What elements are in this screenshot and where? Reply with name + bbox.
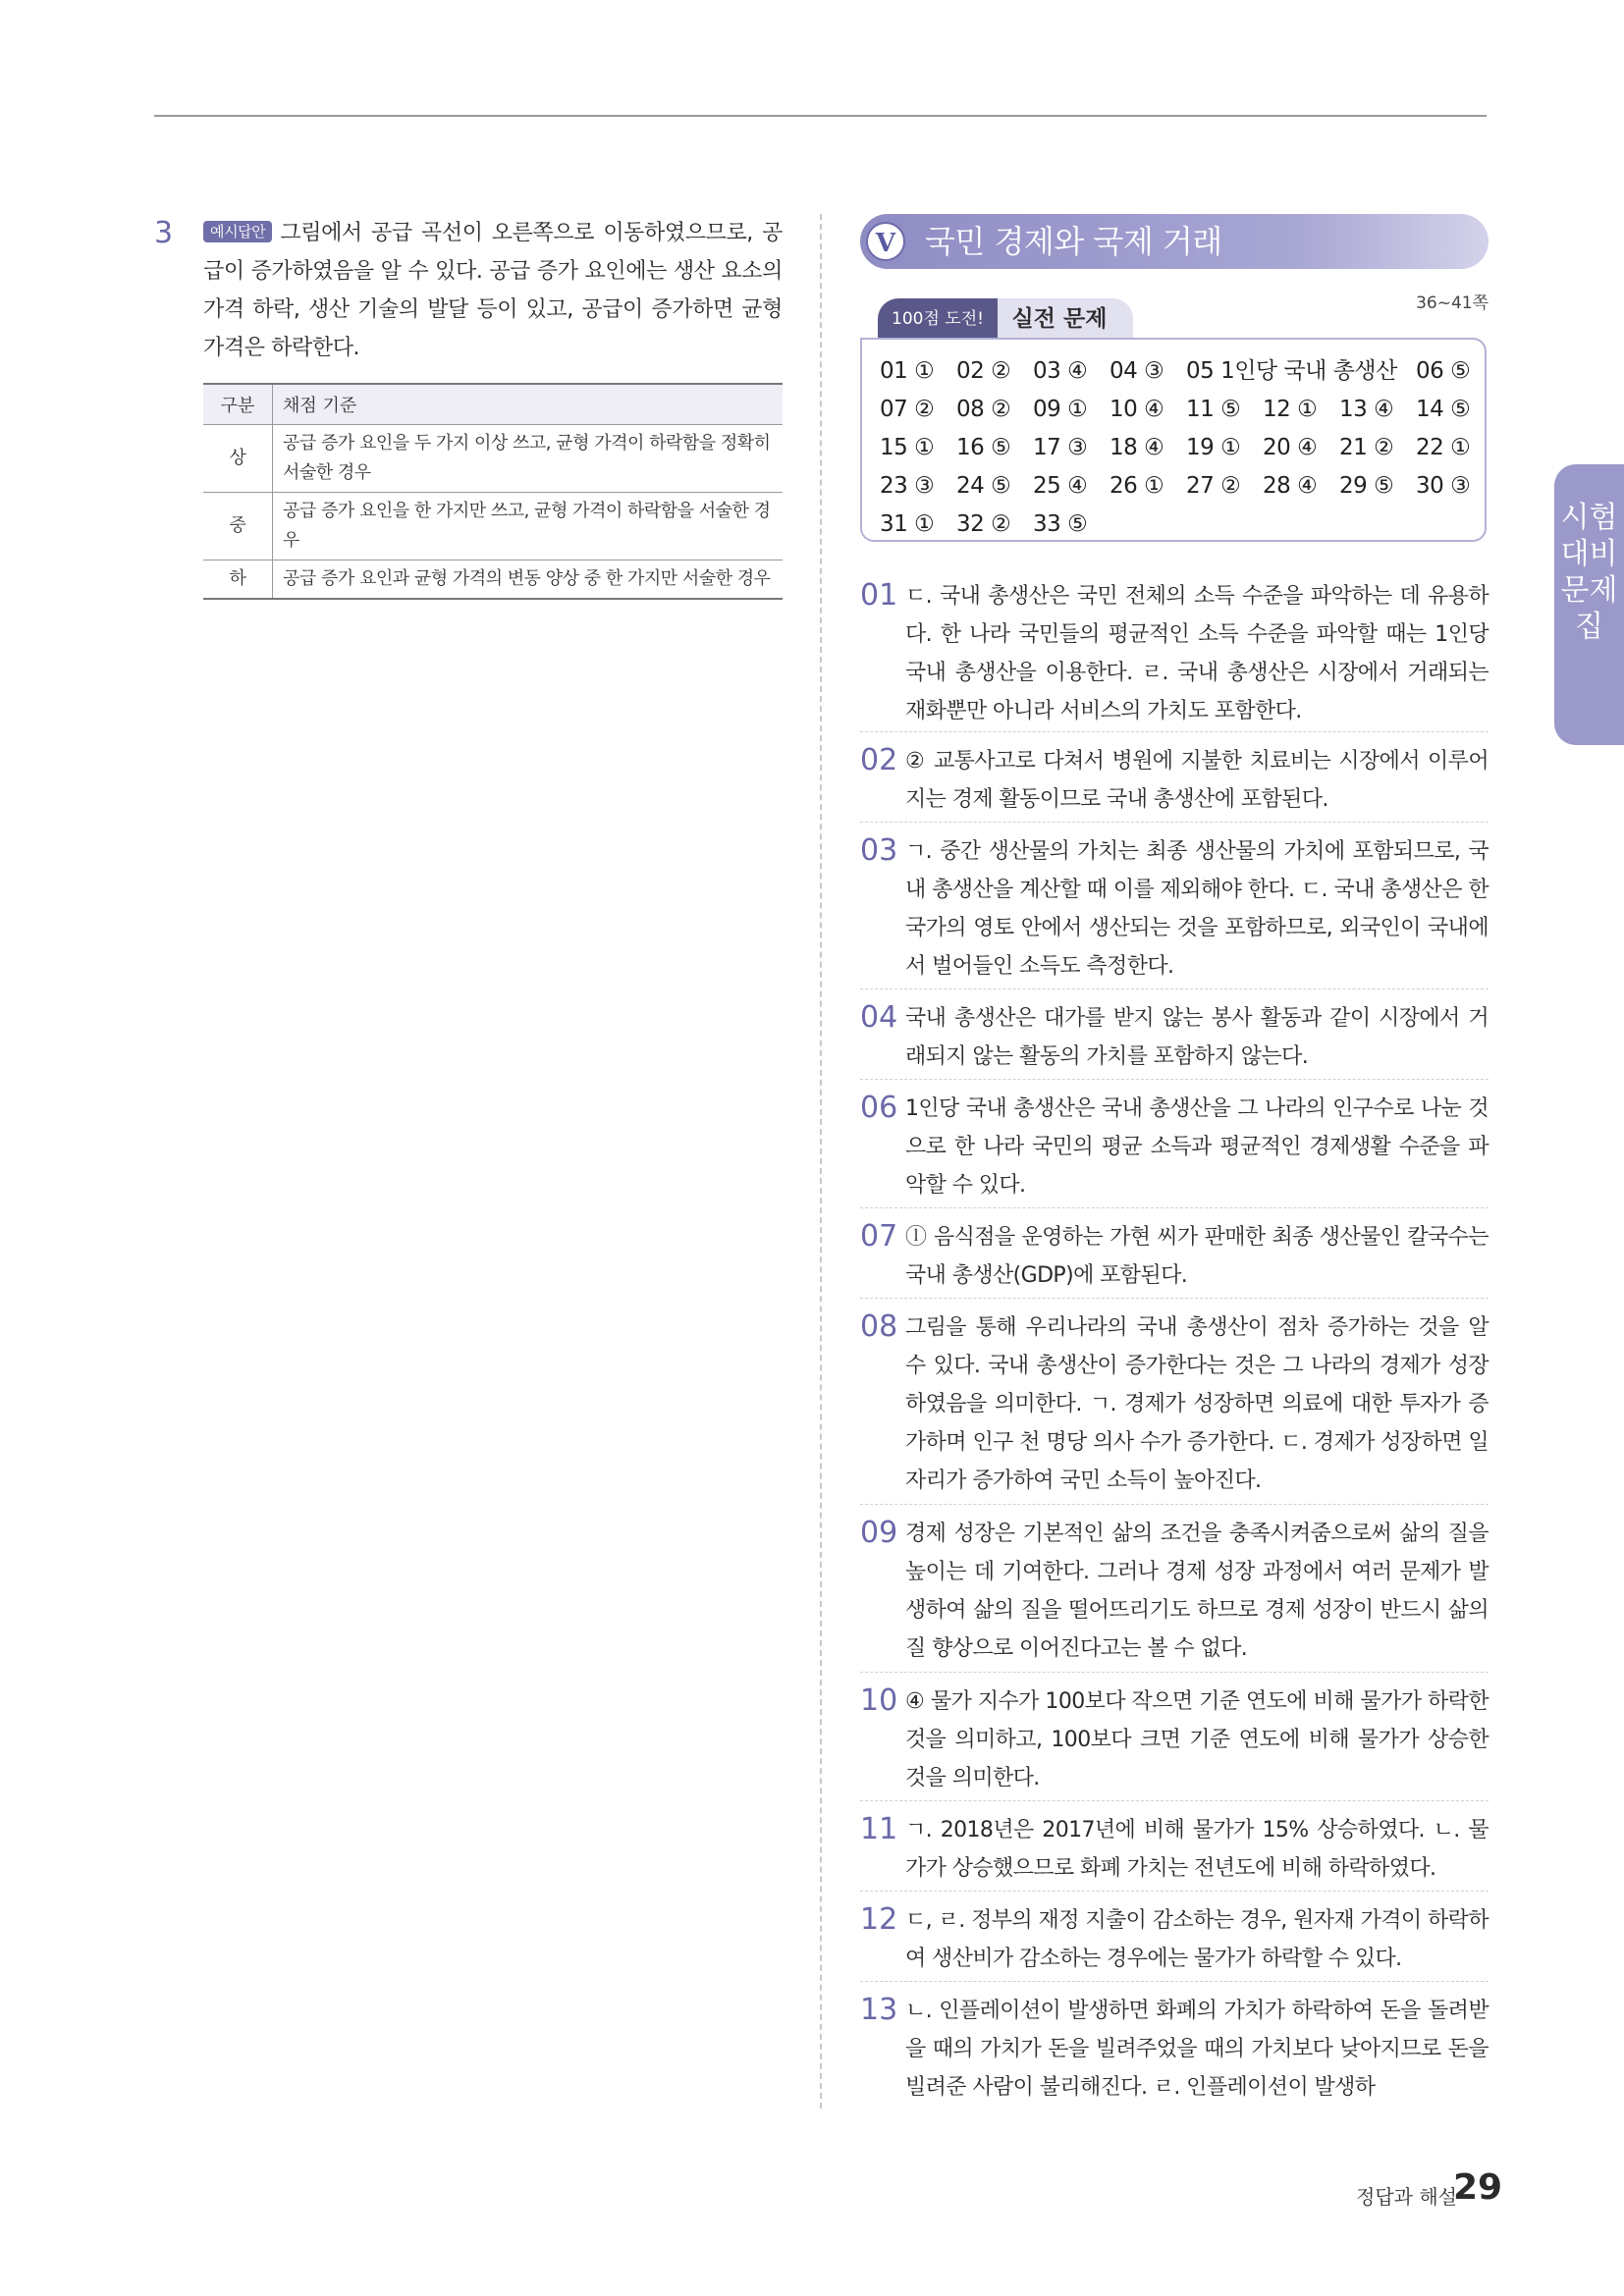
explanation-item <box>860 1682 1489 1797</box>
answer-entry: 11 ⑤ <box>1186 397 1241 422</box>
item-text: ⓛ 음식점을 운영하는 가현 씨가 판매한 최종 생산물인 칼국수는 국내 총생산(GDP)에 포함된다. <box>905 1225 1489 1288</box>
explanation-item <box>860 1811 1489 1888</box>
unit-numeral: V <box>866 222 905 261</box>
grading-header-criteria: 채점 기준 <box>273 384 784 425</box>
item-number: 13 <box>860 1993 898 2027</box>
answer-entry: 02 ② <box>956 358 1011 384</box>
grading-criteria: 공급 증가 요인과 균형 가격의 변동 양상 중 한 가지만 서술한 경우 <box>273 561 784 600</box>
answer-entry: 15 ① <box>880 435 935 460</box>
answer-entry: 19 ① <box>1186 435 1241 460</box>
explanation-item <box>860 999 1489 1076</box>
side-section-label: 시험대비문제집 <box>1560 501 1618 644</box>
item-text: ④ 물가 지수가 100보다 작으면 기준 연도에 비해 물가가 하락한 것을 의미하고, 100보다 크면 기준 연도에 비해 물가가 상승한 것을 의미한다. <box>905 1689 1489 1790</box>
explanation-item <box>860 1308 1489 1500</box>
answer-entry: 10 ④ <box>1110 397 1164 422</box>
left-column <box>154 214 783 589</box>
answer-entry: 24 ⑤ <box>956 473 1011 499</box>
explanation-item <box>860 1992 1489 2107</box>
side-section-tab <box>1554 464 1624 745</box>
answer-entry: 25 ④ <box>1033 473 1088 499</box>
answer-entry: 09 ① <box>1033 397 1088 422</box>
item-separator <box>860 1079 1489 1080</box>
item-separator <box>860 988 1489 989</box>
item-number: 06 <box>860 1091 898 1125</box>
answer-entry: 21 ② <box>1339 435 1394 460</box>
answer-entry: 29 ⑤ <box>1339 473 1394 499</box>
answer-entry: 08 ② <box>956 397 1011 422</box>
page-range: 36~41쪽 <box>1416 294 1489 313</box>
answer-entry: 22 ① <box>1416 435 1471 460</box>
item-separator <box>860 1891 1489 1892</box>
tab-practice: 실전 문제 <box>986 298 1133 340</box>
item-text: ㄱ. 2018년은 2017년에 비해 물가가 15% 상승하였다. ㄴ. 물가가 상승했으므로 화폐 가치는 전년도에 비해 하락하였다. <box>905 1818 1489 1881</box>
grading-level: 하 <box>203 561 273 600</box>
tab-challenge: 100점 도전! <box>878 298 998 340</box>
answer-row <box>880 353 1479 389</box>
item-separator <box>860 1800 1489 1801</box>
item-number: 08 <box>860 1309 898 1344</box>
item-number: 12 <box>860 1902 898 1937</box>
answer-row <box>880 392 1479 427</box>
model-answer-badge: 예시답안 <box>203 221 272 242</box>
answer-entry: 27 ② <box>1186 473 1241 499</box>
answer-key-box <box>860 338 1487 542</box>
item-text: 경제 성장은 기본적인 삶의 조건을 충족시켜줌으로써 삶의 질을 높이는 데 기여한다. 그러나 경제 성장 과정에서 여러 문제가 발생하여 삶의 질을 떨어뜨리기도 하므로 경제 성장이 반드시 삶의 질 향상으로 이어진다고는 볼 수 없다. <box>905 1522 1489 1661</box>
grading-header-row <box>203 384 783 425</box>
unit-title: 국민 경제와 국제 거래 <box>925 223 1222 260</box>
page-number: 29 <box>1453 2167 1503 2208</box>
answer-row <box>880 430 1479 465</box>
item-separator <box>860 822 1489 823</box>
unit-banner <box>860 214 1489 269</box>
item-text: ㄷ. 국내 총생산은 국민 전체의 소득 수준을 파악하는 데 유용하다. 한 나라 국민들의 평균적인 소득 수준을 파악할 때는 1인당 국내 총생산을 이용한다. ㄹ. 국내 총생산은 시장에서 거래되는 재화뿐만 아니라 서비스의 가치도 포함한다. <box>905 584 1489 723</box>
answer-entry: 16 ⑤ <box>956 435 1011 460</box>
item-number: 04 <box>860 1000 898 1035</box>
grading-level: 상 <box>203 425 273 493</box>
grading-row <box>203 425 783 493</box>
column-divider <box>820 214 822 2109</box>
explanation-item <box>860 742 1489 819</box>
model-answer-text: 그림에서 공급 곡선이 오른쪽으로 이동하였으므로, 공급이 증가하였음을 알 수 있다. 공급 증가 요인에는 생산 요소의 가격 하락, 생산 기술의 발달 등이 있고, 공급이 증가하면 균형 가격은 하락한다. <box>203 221 783 360</box>
item-text: 국내 총생산은 대가를 받지 않는 봉사 활동과 같이 시장에서 거래되지 않는 활동의 가치를 포함하지 않는다. <box>905 1006 1489 1069</box>
footer-label: 정답과 해설 <box>1356 2185 1457 2209</box>
explanation-item <box>860 1218 1489 1295</box>
item-separator <box>860 1504 1489 1505</box>
question-number: 3 <box>154 216 174 250</box>
grading-table <box>203 383 783 600</box>
answer-entry: 32 ② <box>956 511 1011 537</box>
item-number: 03 <box>860 833 898 868</box>
item-number: 02 <box>860 743 898 777</box>
item-text: 1인당 국내 총생산은 국내 총생산을 그 나라의 인구수로 나눈 것으로 한 나라 국민의 평균 소득과 평균적인 경제생활 수준을 파악할 수 있다. <box>905 1096 1489 1198</box>
answer-entry: 33 ⑤ <box>1033 511 1088 537</box>
explanation-item <box>860 1515 1489 1668</box>
explanation-item <box>860 832 1489 986</box>
grading-row <box>203 561 783 600</box>
answer-entry: 31 ① <box>880 511 935 537</box>
answer-entry: 04 ③ <box>1110 358 1164 384</box>
answer-row <box>880 507 1479 542</box>
answer-entry: 07 ② <box>880 397 935 422</box>
item-separator <box>860 1672 1489 1673</box>
grading-criteria: 공급 증가 요인을 두 가지 이상 쓰고, 균형 가격이 하락함을 정확히 서술한 경우 <box>273 425 784 493</box>
top-rule <box>154 115 1487 117</box>
answer-entry: 12 ① <box>1263 397 1318 422</box>
item-separator <box>860 1207 1489 1208</box>
model-answer <box>203 214 783 367</box>
explanation-item <box>860 1901 1489 1978</box>
item-text: ㄴ. 인플레이션이 발생하면 화폐의 가치가 하락하여 돈을 돌려받을 때의 가치가 돈을 빌려주었을 때의 가치보다 낮아지므로 돈을 빌려준 사람이 불리해진다. ㄹ. 인플레이션이 발생하 <box>905 1999 1489 2100</box>
item-number: 01 <box>860 578 898 613</box>
item-text: ㄱ. 중간 생산물의 가치는 최종 생산물의 가치에 포함되므로, 국내 총생산을 계산할 때 이를 제외해야 한다. ㄷ. 국내 총생산은 한 국가의 영토 안에서 생산되는 것을 포함하므로, 외국인이 국내에서 벌어들인 소득도 측정한다. <box>905 839 1489 979</box>
answer-entry: 03 ④ <box>1033 358 1088 384</box>
item-number: 10 <box>860 1683 898 1718</box>
grading-header-level: 구분 <box>203 384 273 425</box>
answer-entry: 23 ③ <box>880 473 935 499</box>
answer-row <box>880 468 1479 504</box>
item-number: 09 <box>860 1516 898 1550</box>
item-text: ② 교통사고로 다쳐서 병원에 지불한 치료비는 시장에서 이루어지는 경제 활동이므로 국내 총생산에 포함된다. <box>905 749 1489 812</box>
item-separator <box>860 1981 1489 1982</box>
item-text: 그림을 통해 우리나라의 국내 총생산이 점차 증가하는 것을 알 수 있다. 국내 총생산이 증가한다는 것은 그 나라의 경제가 성장하였음을 의미한다. ㄱ. 경제가 성장하면 의료에 대한 투자가 증가하며 인구 천 명당 의사 수가 증가한다. ㄷ. 경제가 성장하면 일자리가 증가하여 국민 소득이 높아진다. <box>905 1315 1489 1493</box>
answer-entry: 26 ① <box>1110 473 1164 499</box>
answer-entry: 30 ③ <box>1416 473 1471 499</box>
answer-entry: 01 ① <box>880 358 935 384</box>
item-separator <box>860 1298 1489 1299</box>
item-separator <box>860 731 1489 732</box>
grading-row <box>203 493 783 561</box>
answer-entry: 13 ④ <box>1339 397 1394 422</box>
answer-entry: 14 ⑤ <box>1416 397 1471 422</box>
explanation-item <box>860 577 1489 730</box>
item-text: ㄷ, ㄹ. 정부의 재정 지출이 감소하는 경우, 원자재 가격이 하락하여 생산비가 감소하는 경우에는 물가가 하락할 수 있다. <box>905 1908 1489 1971</box>
item-number: 11 <box>860 1812 898 1846</box>
answer-entry: 17 ③ <box>1033 435 1088 460</box>
explanation-item <box>860 1090 1489 1204</box>
answer-entry: 05 1인당 국내 총생산 <box>1186 358 1397 384</box>
grading-level: 중 <box>203 493 273 561</box>
answer-entry: 28 ④ <box>1263 473 1318 499</box>
item-number: 07 <box>860 1219 898 1254</box>
grading-criteria: 공급 증가 요인을 한 가지만 쓰고, 균형 가격이 하락함을 서술한 경우 <box>273 493 784 561</box>
answer-entry: 18 ④ <box>1110 435 1164 460</box>
answer-entry: 20 ④ <box>1263 435 1318 460</box>
answer-entry: 06 ⑤ <box>1416 358 1471 384</box>
